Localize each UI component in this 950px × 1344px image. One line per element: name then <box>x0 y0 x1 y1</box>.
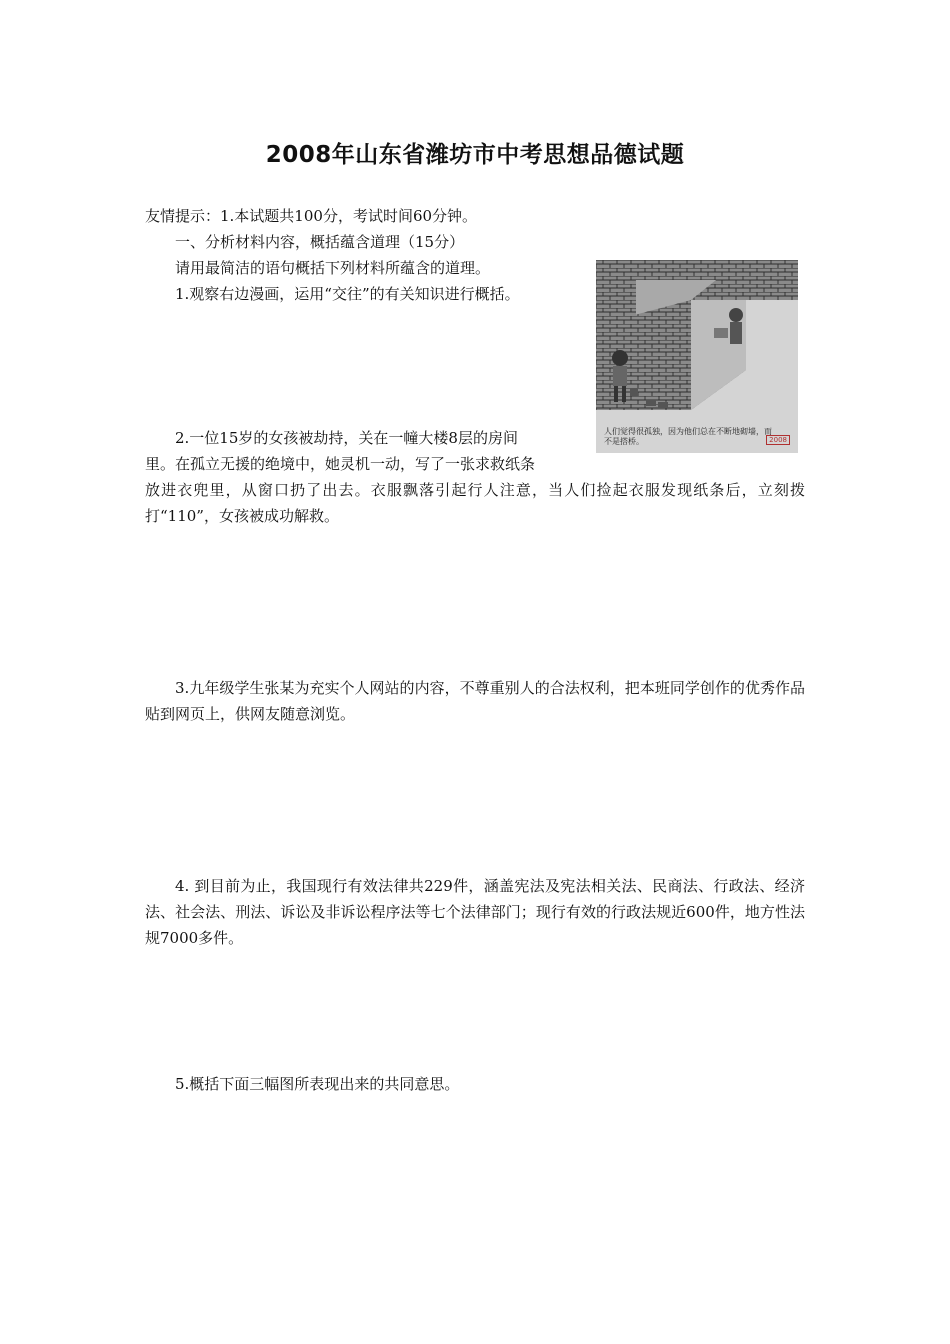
question-4: 4. 到目前为止，我国现行有效法律共229件，涵盖宪法及宪法相关法、民商法、行政法、经济法、社会法、刑法、诉讼及非诉讼程序法等七个法律部门；现行有效的行政法规近600件，地方性法规7000多件。 <box>145 877 805 947</box>
page-title: 2008年山东省潍坊市中考思想品德试题 <box>265 142 685 168</box>
wall-illustration <box>596 260 798 453</box>
question-3: 3.九年级学生张某为充实个人网站的内容，不尊重别人的合法权利，把本班同学创作的优秀作品贴到网页上，供网友随意浏览。 <box>145 679 805 723</box>
section-instruction: 请用最简洁的语句概括下列材料所蕴含的道理。 <box>175 259 491 277</box>
cartoon-caption: 人们觉得很孤独，因为他们总在不断地砌墙，而不是搭桥。 <box>604 427 772 446</box>
cartoon-stamp: 2008 <box>766 435 790 445</box>
question-2-rest: 放进衣兜里，从窗口扔了出去。衣服飘落引起行人注意，当人们捡起衣服发现纸条后，立刻拨打“110”，女孩被成功解救。 <box>145 481 805 525</box>
question-2-line-2: 里。在孤立无援的绝境中，她灵机一动，写了一张求救纸条 <box>145 455 536 473</box>
question-2-line-1: 2.一位15岁的女孩被劫持，关在一幢大楼8层的房间 <box>175 429 518 447</box>
question-5: 5.概括下面三幅图所表现出来的共同意思。 <box>175 1075 460 1093</box>
section-heading: 一、分析材料内容，概括蕴含道理（15分） <box>175 233 465 251</box>
friendly-tip: 友情提示：1.本试题共100分，考试时间60分钟。 <box>145 207 478 225</box>
question-1: 1.观察右边漫画，运用“交往”的有关知识进行概括。 <box>175 285 520 303</box>
brick-wall-cartoon <box>596 260 798 453</box>
